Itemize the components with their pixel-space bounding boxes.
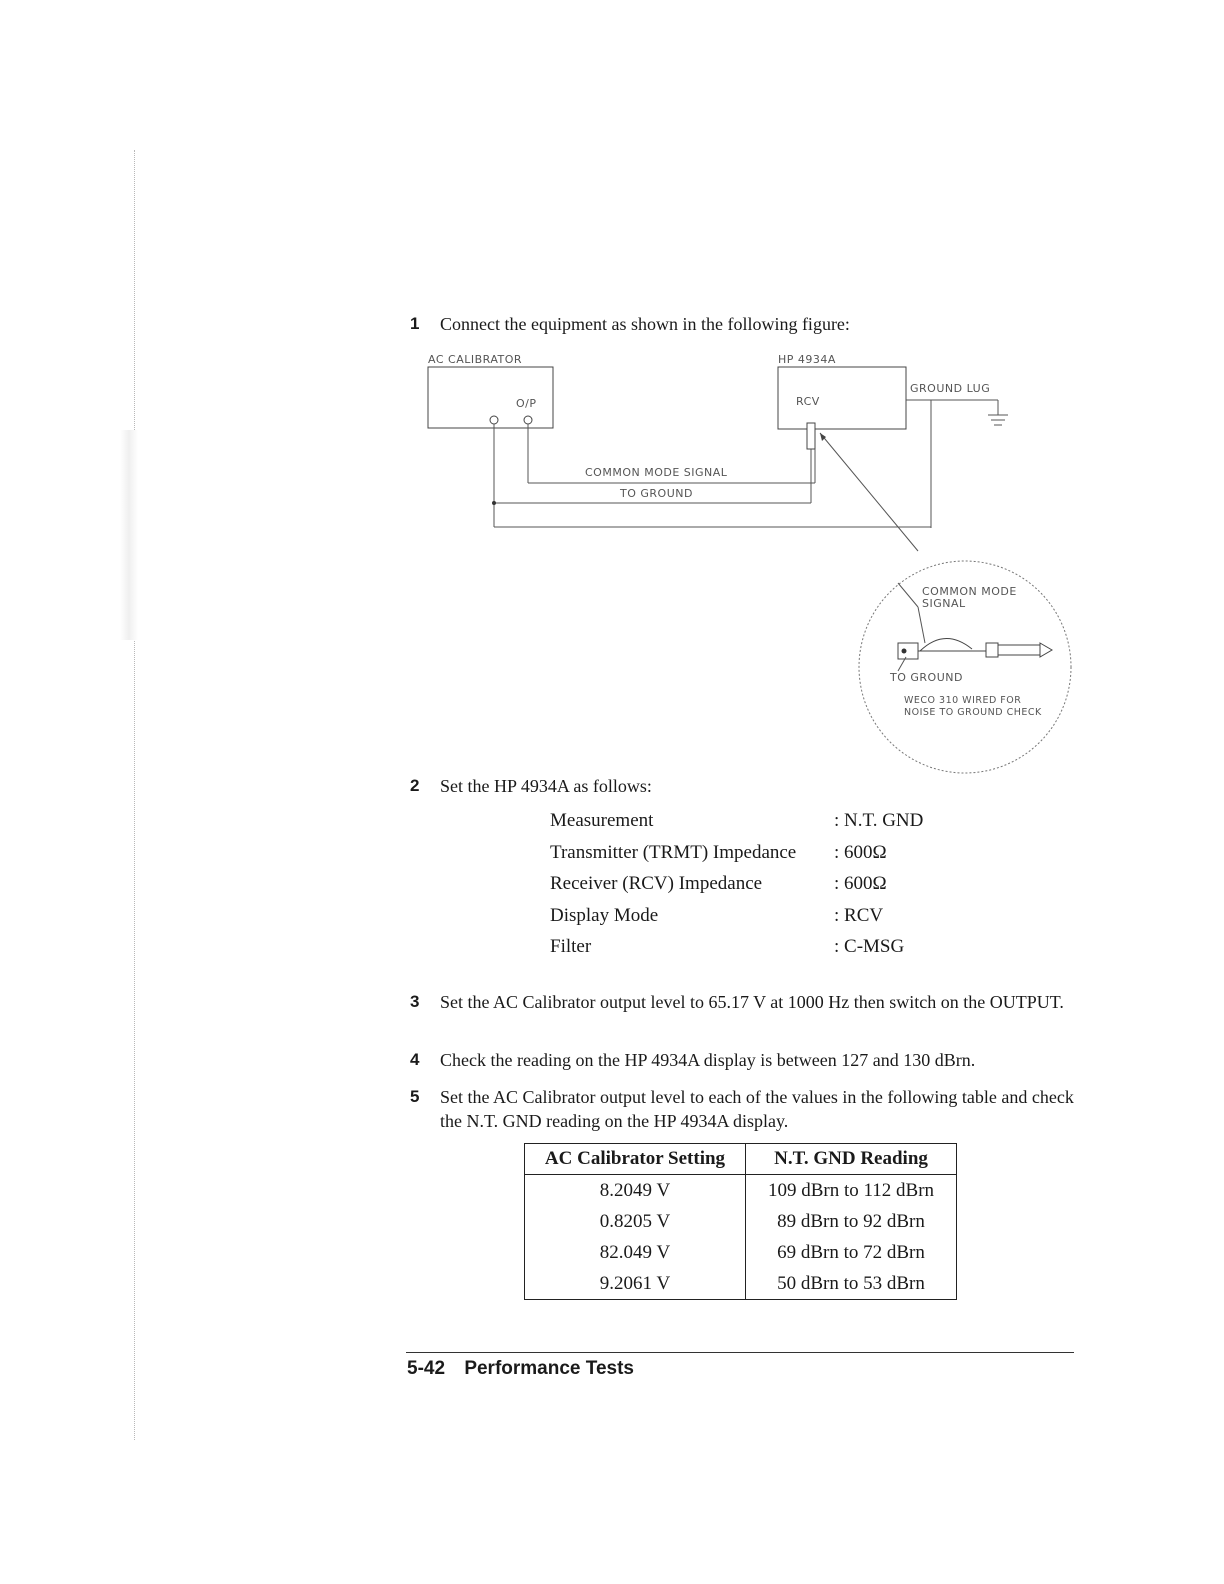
table-cell: 109 dBrn to 112 dBrn: [746, 1175, 957, 1207]
step-3: [410, 990, 1090, 1014]
ground-lug-label: GROUND LUG: [910, 382, 991, 395]
inset-common-mode-label: COMMON MODE: [922, 585, 1017, 598]
table-cell: 89 dBrn to 92 dBrn: [746, 1206, 957, 1237]
rcv-label: RCV: [796, 395, 820, 408]
step-number: 3: [410, 992, 420, 1011]
reading-table: [524, 1143, 957, 1300]
scan-margin-line: [134, 150, 136, 1440]
to-ground-label: TO GROUND: [620, 487, 693, 500]
step-text: Set the HP 4934A as follows:: [440, 776, 652, 796]
page-number: 5-42: [407, 1358, 446, 1379]
setting-value: : 600Ω: [834, 873, 887, 894]
setting-value: : N.T. GND: [834, 810, 924, 831]
table-row: [525, 1268, 957, 1300]
column-header-setting: AC Calibrator Setting: [525, 1144, 746, 1175]
step-number: 5: [410, 1087, 420, 1106]
table-cell: 50 dBrn to 53 dBrn: [746, 1268, 957, 1300]
step-2: [410, 774, 1090, 798]
op-label: O/P: [516, 397, 537, 410]
setting-value: : 600Ω: [834, 841, 887, 863]
setting-name: Display Mode: [550, 904, 659, 926]
step-5: [410, 1085, 1090, 1133]
column-header-reading: N.T. GND Reading: [746, 1144, 957, 1175]
inset-note-line-2: NOISE TO GROUND CHECK: [904, 707, 1042, 718]
table-row: [525, 1206, 957, 1237]
step-text: Set the AC Calibrator output level to each of the values in the following table and check the N.T. GND reading on the HP 4934A display.: [440, 1087, 1074, 1131]
setting-row: [550, 936, 970, 968]
setting-row: [550, 842, 970, 874]
callout-line: [820, 433, 918, 551]
setting-row: [550, 810, 970, 842]
step-number: 4: [410, 1050, 420, 1069]
ac-calibrator-label: AC CALIBRATOR: [428, 353, 523, 366]
footer-rule: [406, 1352, 1074, 1353]
connection-diagram-svg: [420, 345, 1090, 775]
setting-name: Measurement: [550, 810, 654, 831]
table-cell: 0.8205 V: [525, 1206, 746, 1237]
section-title: Performance Tests: [464, 1358, 634, 1379]
settings-list: [550, 810, 970, 968]
setting-value: : RCV: [834, 904, 884, 926]
step-text: Check the reading on the HP 4934A display is between 127 and 130 dBrn.: [440, 1050, 976, 1070]
output-terminal-high: [524, 416, 532, 424]
inset-plug-body: [898, 643, 918, 659]
table-header-row: [525, 1144, 957, 1175]
step-text: Set the AC Calibrator output level to 65.17 V at 1000 Hz then switch on the OUTPUT.: [440, 992, 1064, 1012]
setting-row: [550, 873, 970, 905]
table-cell: 69 dBrn to 72 dBrn: [746, 1237, 957, 1268]
step-text: Connect the equipment as shown in the following figure:: [440, 314, 850, 334]
setting-row: [550, 905, 970, 937]
scan-shadow: [120, 430, 138, 640]
table-cell: 9.2061 V: [525, 1268, 746, 1300]
step-1: [410, 312, 1090, 336]
hp-4934a-label: HP 4934A: [778, 353, 836, 366]
page-footer: [407, 1358, 634, 1380]
setting-name: Receiver (RCV) Impedance: [550, 873, 763, 894]
step-4: [410, 1048, 1090, 1072]
setting-value: : C-MSG: [834, 936, 905, 957]
step-number: 2: [410, 776, 420, 795]
table-row: [525, 1237, 957, 1268]
rcv-plug: [807, 423, 815, 449]
output-terminal-low: [490, 416, 498, 424]
table-row: [525, 1175, 957, 1207]
table-cell: 8.2049 V: [525, 1175, 746, 1207]
inset-note-line-1: WECO 310 WIRED FOR: [904, 695, 1022, 706]
inset-to-ground-label: TO GROUND: [890, 671, 963, 684]
table-cell: 82.049 V: [525, 1237, 746, 1268]
connection-diagram: [420, 345, 1090, 775]
inset-signal-label: SIGNAL: [922, 597, 966, 610]
setting-name: Transmitter (TRMT) Impedance: [550, 841, 797, 863]
common-mode-signal-label: COMMON MODE SIGNAL: [585, 466, 728, 479]
inset-plug-tip: [1040, 643, 1052, 657]
step-number: 1: [410, 314, 420, 333]
setting-name: Filter: [550, 936, 592, 957]
